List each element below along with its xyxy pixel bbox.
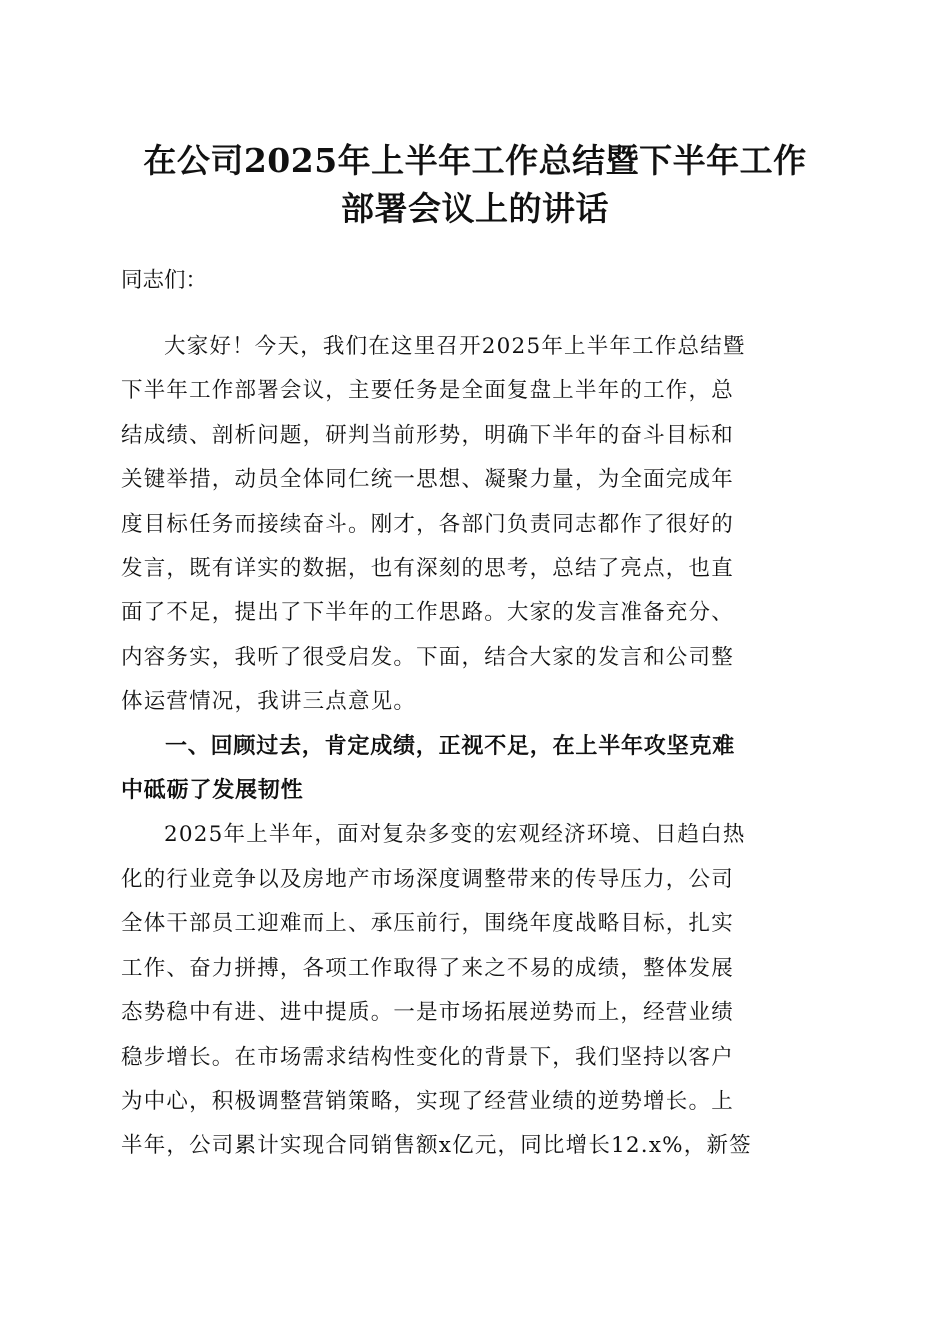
paragraph-line: 稳步增长。在市场需求结构性变化的背景下，我们坚持以客户 [121, 1044, 734, 1070]
title-line-1: 在公司2025年上半年工作总结暨下半年工作 [143, 141, 807, 180]
paragraph-line: 化的行业竞争以及房地产市场深度调整带来的传导压力，公司 [121, 866, 734, 892]
heading-line: 中砥砺了发展韧性 [121, 778, 304, 804]
paragraph-line: 内容务实，我听了很受启发。下面，结合大家的发言和公司整 [121, 644, 734, 670]
paragraph-line: 2025年上半年，面对复杂多变的宏观经济环境、日趋白热 [164, 822, 746, 848]
section-heading-1 [121, 725, 829, 814]
speech-body [121, 254, 829, 1169]
page-title [100, 137, 850, 233]
paragraph-line: 发言，既有详实的数据，也有深刻的思考，总结了亮点，也直 [121, 556, 734, 582]
paragraph-line: 下半年工作部署会议，主要任务是全面复盘上半年的工作，总 [121, 378, 734, 404]
paragraph-line: 工作、奋力拼搏，各项工作取得了来之不易的成绩，整体发展 [121, 955, 734, 981]
paragraph-line: 态势稳中有进、进中提质。一是市场拓展逆势而上，经营业绩 [121, 1000, 734, 1026]
heading-line: 一、回顾过去，肯定成绩，正视不足，在上半年攻坚克难 [165, 733, 736, 759]
paragraph-opening [121, 325, 829, 725]
salutation: 同志们： [121, 268, 208, 293]
paragraph-review [121, 813, 829, 1168]
title-line-2: 部署会议上的讲话 [341, 189, 609, 228]
paragraph-line: 大家好！今天，我们在这里召开2025年上半年工作总结暨 [164, 334, 746, 359]
paragraph-line: 全体干部员工迎难而上、承压前行，围绕年度战略目标，扎实 [121, 911, 734, 937]
paragraph-line: 面了不足，提出了下半年的工作思路。大家的发言准备充分、 [121, 600, 734, 626]
paragraph-line: 体运营情况，我讲三点意见。 [121, 689, 417, 715]
paragraph-line: 度目标任务而接续奋斗。刚才，各部门负责同志都作了很好的 [121, 511, 734, 537]
paragraph-line: 为中心，积极调整营销策略，实现了经营业绩的逆势增长。上 [121, 1088, 734, 1114]
paragraph-line: 结成绩、剖析问题，研判当前形势，明确下半年的奋斗目标和 [121, 422, 734, 448]
paragraph-line: 半年，公司累计实现合同销售额x亿元，同比增长12.x%，新签 [121, 1133, 752, 1159]
paragraph-line: 关键举措，动员全体同仁统一思想、凝聚力量，为全面完成年 [121, 467, 734, 493]
